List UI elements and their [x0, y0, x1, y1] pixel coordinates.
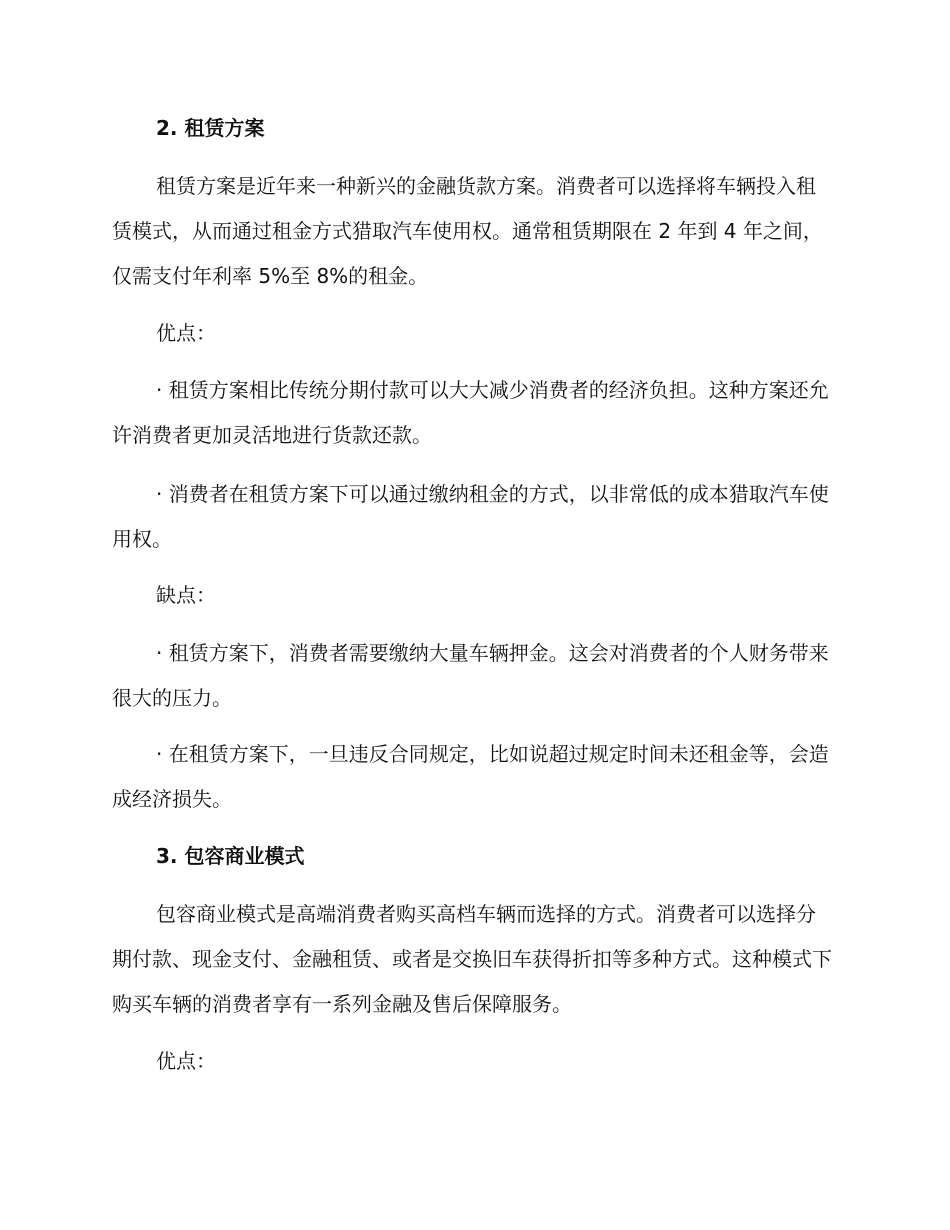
paragraph-leasing-intro: 租赁方案是近年来一种新兴的金融货款方案。消费者可以选择将车辆投入租赁模式，从而通过租金方式猎取汽车使用权。通常租赁期限在 2 年到 4 年之间，仅需支付年利率 5%至 8%的租金。	[112, 174, 823, 288]
label-leasing-cons: 缺点：	[156, 583, 216, 607]
paragraph-inclusive-intro: 包容商业模式是高端消费者购买高档车辆而选择的方式。消费者可以选择分期付款、现金支付、金融租赁、或者是交换旧车获得折扣等多种方式。这种模式下购买车辆的消费者享有一系列金融及售后保障服务。	[112, 902, 832, 1016]
label-leasing-pros: 优点：	[156, 321, 216, 345]
label-inclusive-pros: 优点：	[156, 1049, 216, 1073]
bullet-leasing-pro-2: · 消费者在租赁方案下可以通过缴纳租金的方式，以非常低的成本猎取汽车使用权。	[112, 482, 829, 551]
section-heading-inclusive: 3. 包容商业模式	[156, 844, 305, 868]
bullet-leasing-con-2: · 在租赁方案下，一旦违反合同规定，比如说超过规定时间未还租金等，会造成经济损失。	[112, 742, 829, 811]
bullet-leasing-pro-1: · 租赁方案相比传统分期付款可以大大减少消费者的经济负担。这种方案还允许消费者更加灵活地进行货款还款。	[112, 378, 829, 447]
section-heading-leasing: 2. 租赁方案	[156, 116, 265, 140]
bullet-leasing-con-1: · 租赁方案下，消费者需要缴纳大量车辆押金。这会对消费者的个人财务带来很大的压力。	[112, 641, 829, 710]
